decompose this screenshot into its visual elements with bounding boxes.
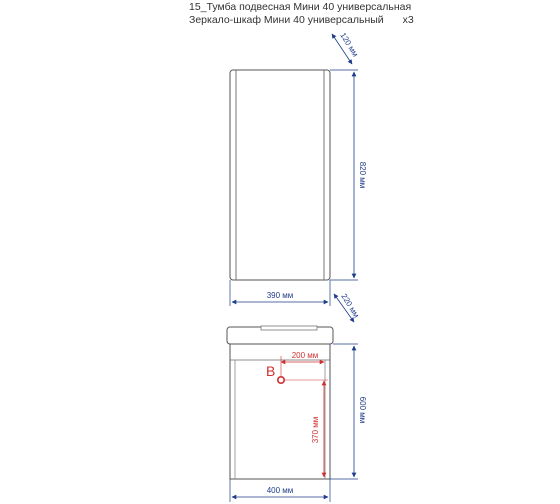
mirror-depth-label: 120 мм [338, 31, 360, 59]
mirror-cabinet [230, 31, 367, 306]
title-line-1: 15_Тумба подвесная Мини 40 универсальная [189, 1, 412, 13]
outlet-offset-label: 200 мм [291, 351, 319, 360]
vanity-width-label: 400 мм [266, 486, 294, 495]
mirror-width-label: 390 мм [266, 291, 294, 300]
mirror-cabinet-body [230, 70, 330, 280]
vanity-height-label: 600 мм [358, 396, 367, 424]
vanity-depth-label: 220 мм [339, 292, 361, 320]
vanity-body [230, 344, 330, 479]
outlet-point-icon [278, 377, 284, 383]
outlet-label: В [266, 363, 276, 379]
title-line-2-text: Зеркало-шкаф Мини 40 универсальный [189, 14, 384, 26]
vanity-basin-recess [261, 326, 317, 330]
vanity-unit [227, 292, 367, 502]
outlet-height-label: 370 мм [311, 416, 320, 444]
mirror-height-label: 820 мм [358, 161, 367, 189]
quantity-label: х3 [402, 14, 414, 26]
